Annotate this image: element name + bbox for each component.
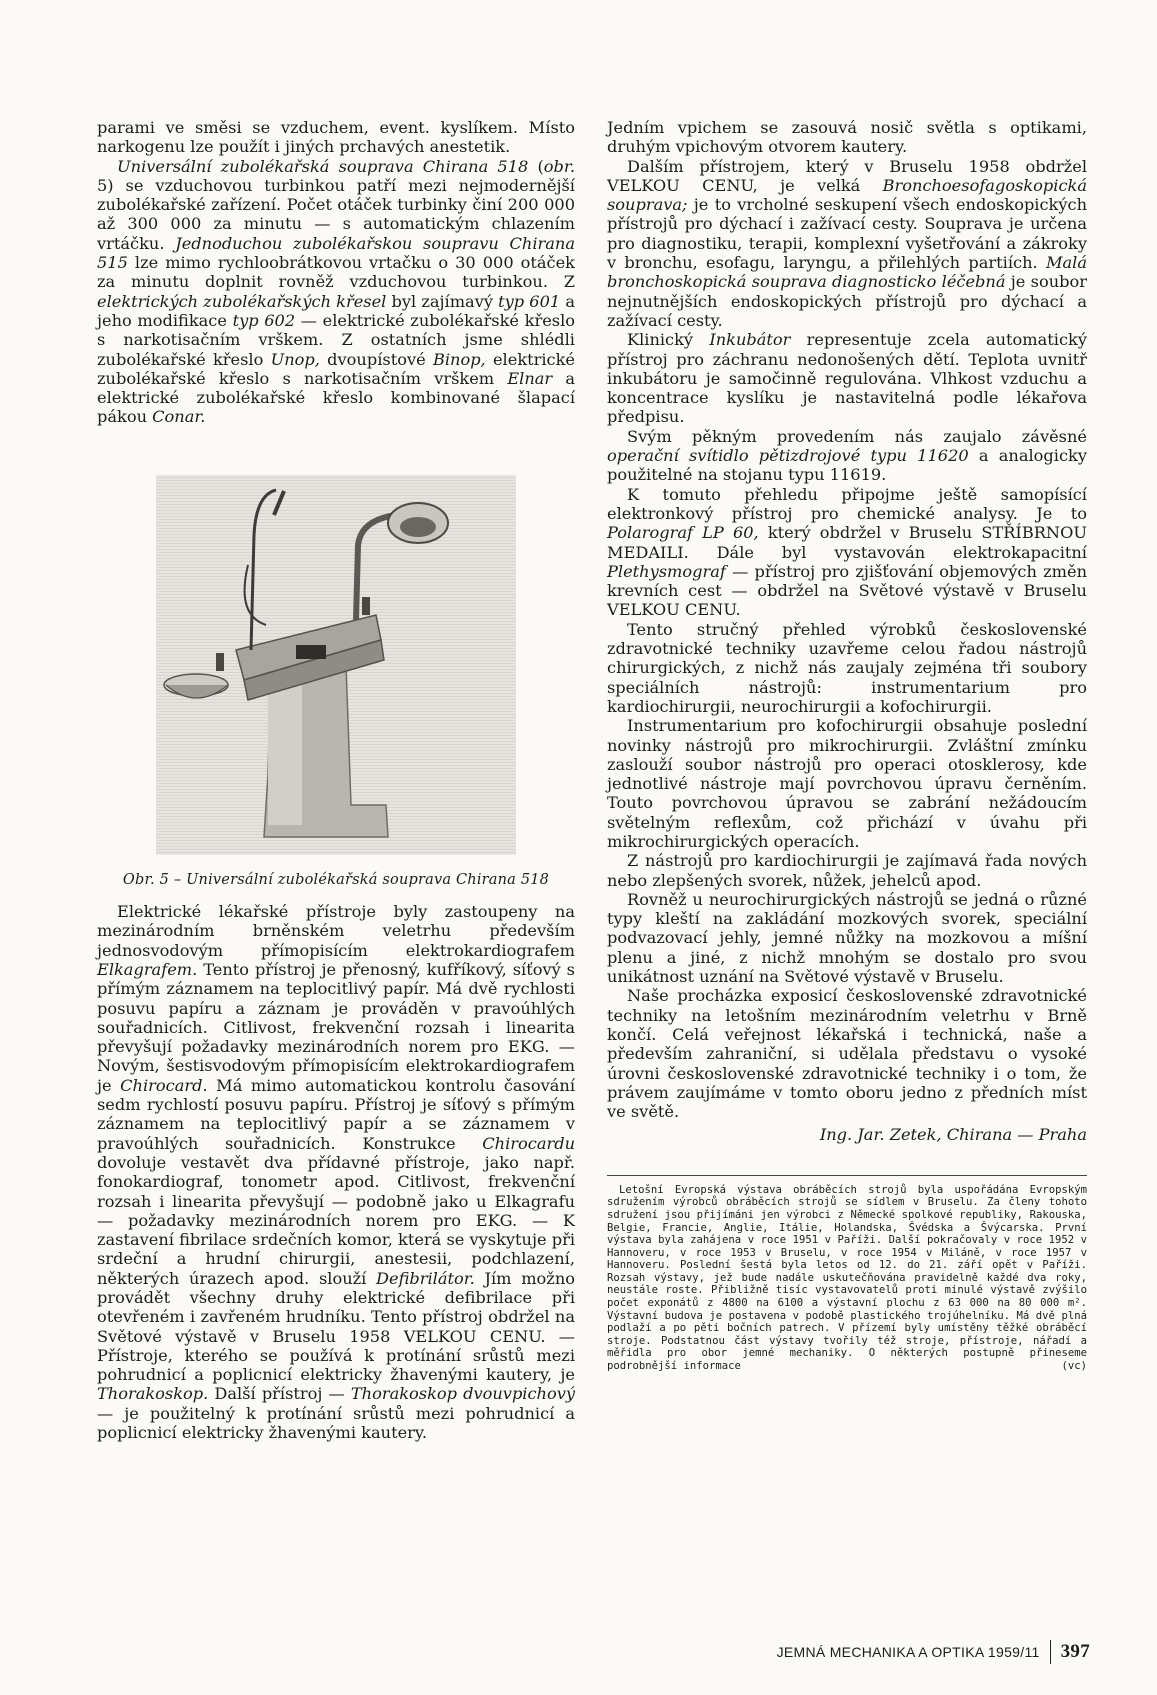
paragraph: Elektrické lékařské přístroje byly zastoupeny na mezinárodním brněnském veletrhu především jednosvodovým přímopisícím elektrokardiografem Elkagrafem. Tento přístroj je přenosný, kufříkový, síťový s přímým záznamem na teplocitlivý papír. Má dvě rychlosti posuvu papíru a záznam je prováděn v pravoúhlých souřadnicích. Citlivost, frekvenční rozsah i linearita převyšují požadavky mezinárodních norem pro EKG. — Novým, šestisvodovým přímopisícím elektrokardiografem je Chirocard. Má mimo automatickou kontrolu časování sedm rychlostí posuvu papíru. Přístroj je síťový s přímým záznamem na teplocitlivý papír a se záznamem v pravoúhlých souřadnicích. Konstrukce Chirocardu dovoluje vestavět dva přídavné přístroje, jako např. fonokardiograf, tonometr apod. Citlivost, frekvenční rozsah i linearita převyšují — podobně jako u Elkagrafu — požadavky mezinárodních norem pro EKG. — K zastavení fibrilace srdečních komor, která se vyskytuje při srdeční a hrudní chirurgii, anestesii, podchlazení, některých úrazech apod. slouží Defibrilátor. Jím možno provádět všechny druhy elektrické defibrilace při otevřeném i zavřeném hrudníku. Tento přístroj obdržel na Světové výstavě v Bruselu 1958 VELKOU CENU. — Přístroje, kterého se používá k protínání srůstů mezi pohrudnicí a poplicnicí elektricky žhavenými kautery, je Thorakoskop. Další přístroj — Thorakoskop dvouvpichový — je použitelný k protínání srůstů mezi pohrudnicí a poplicnicí elektricky žhavenými kautery. — [97, 902, 576, 1443]
journal-title: JEMNÁ MECHANIKA A OPTIKA 1959/11 — [776, 1644, 1040, 1660]
paragraph: Jedním vpichem se zasouvá nosič světla s optikami, druhým vpichovým otvorem kautery. — [607, 118, 1087, 157]
paragraph: parami ve směsi se vzduchem, event. kyslíkem. Místo narkogenu lze použít i jiných prchavých anestetik. — [97, 118, 575, 157]
page-number: 397 — [1060, 1641, 1090, 1662]
footer-divider — [1050, 1640, 1051, 1664]
paragraph: Tento stručný přehled výrobků československé zdravotnické techniky uzavřeme celou řadou nástrojů chirurgických, z nichž nás zaujaly zejména tři soubory speciálních nástrojů: instrumentarium pro kardiochirurgii, neurochirurgii a kofochirurgii. — [607, 619, 1087, 716]
footnote-text: Letošní Evropská výstava obráběcích strojů byla uspořádána Evropským sdružením výrobců obráběcích strojů se sídlem v Bruselu. Za členy tohoto sdružení jsou přijímáni jen výrobci z Německé spolkové republiky, Rakouska, Belgie, Francie, Anglie, Itálie, Holandska, Švédska a Švýcarska. První výstava byla zahájena v roce 1951 v Paříži. Další pokračovaly v roce 1952 v Hannoveru, v roce 1953 v Bruselu, v roce 1954 v Miláně, v roce 1957 v Hannoveru. Poslední šestá byla letos od 12. do 21. září opět v Paříži. Rozsah výstavy, jež bude nadále uskutečňována pravidelně každé dva roky, neustále roste. Přibližně tisíc vystavovatelů proti minulé výstavě zvýšilo počet exponátů z 4800 na 6100 a výstavní plochu z 63 000 na 80 000 m². Výstavní budova je postavena v podobě plastického trojúhelníku. Má dvě plná podlaží a po pěti bočních patrech. V přízemí byly umístěny těžké obráběcí stroje. Podstatnou část výstavy tvořily též stroje, přístroje, nářadí a měřidla pro obor jemné mechaniky. O některých postupně přineseme podrobnější informace (vc) — [607, 1183, 1087, 1373]
paragraph: Dalším přístrojem, který v Bruselu 1958 obdržel VELKOU CENU, je velká Bronchoesofagoskopická souprava; je to vrcholné seskupení všech endoskopických přístrojů pro dýchací i zažívací cesty. Souprava je určena pro diagnostiku, terapii, komplexní vyšetřování a zákroky v bronchu, esofagu, laryngu, a přilehlých partiích. Malá bronchoskopická souprava diagnosticko léčebná je soubor nejnutnějších endoskopických přístrojů pro dýchací a zažívací cesty. — [607, 156, 1087, 330]
dental-unit-illustration — [156, 475, 516, 855]
footnote-sign: (vc) — [1061, 1360, 1087, 1373]
paragraph: Instrumentarium pro kofochirurgii obsahuje poslední novinky nástrojů pro mikrochirurgii. Zvláštní zmínku zaslouží soubor nástrojů pro operaci otosklerosy, kde jednotlivé nástroje mají povrchovou úpravu černěním. Touto povrchovou úpravou se zabrání nežádoucím světelným reflexům, což přichází v úvahu při mikrochirurgických operacích. — [607, 716, 1087, 851]
figure-caption: Obr. 5 – Universální zubolékařská souprava Chirana 518 — [122, 871, 550, 888]
paragraph: Z nástrojů pro kardiochirurgii je zajímavá řada nových nebo zlepšených svorek, nůžek, jehelců apod. — [607, 851, 1087, 890]
paragraph: Rovněž u neurochirurgických nástrojů se jedná o různé typy kleští na zakládání mozkových svorek, speciální podvazovací jehly, jemné nůžky na mozkovou a míšní plenu a jiné, z nichž mnohým se dostalo pro svou unikátnost uznání na Světové výstavě v Bruselu. — [607, 889, 1087, 987]
paragraph: Svým pěkným provedením nás zaujalo závěsné operační svítidlo pětizdrojové typu 11620 a analogicky použitelné na stojanu typu 11619. — [607, 426, 1087, 485]
figure-dental-unit-photo — [156, 475, 516, 855]
right-column — [607, 118, 1087, 1373]
paragraph: Naše procházka exposicí československé zdravotnické techniky na letošním mezinárodním veletrhu v Brně končí. Celá veřejnost lékařská i technická, naše a především zahraniční, si udělala představu o vysoké úrovni československé zdravotnické techniky i o tom, že právem zaujímáme v tomto oboru jedno z předních míst ve světě. — [607, 986, 1087, 1122]
paragraph: K tomuto přehledu připojme ještě samopísící elektronkový přístroj pro chemické analysy. Je to Polarograf LP 60, který obdržel v Bruselu STŘÍBRNOU MEDAILI. Dále byl vystavován elektrokapacitní Plethysmograf — přístroj pro zjišťování objemových změn krevních cest — obdržel na Světové výstavě v Bruselu VELKOU CENU. — [607, 484, 1087, 620]
page-footer — [690, 1640, 1090, 1664]
left-column — [97, 118, 575, 1442]
paragraph: Klinický Inkubátor representuje zcela automatický přístroj pro záchranu nedonošených dětí. Teplota uvnitř inkubátoru je samočinně regulována. Vlhkost vzduchu a koncentrace kyslíku je nastavitelná podle lékařova předpisu. — [607, 330, 1088, 427]
paragraph: Universální zubolékařská souprava Chirana 518 (obr. 5) se vzduchovou turbinkou patří mezi nejmodernější zubolékařské zařízení. Počet otáček turbinky činí 200 000 až 300 000 za minutu — s automatickým chlazením vrtáčku. Jednoduchou zubolékařskou soupravu Chirana 515 lze mimo rychloobrátkovou vrtačku o 30 000 otáček za minutu doplnit rovněž vzduchovou turbinkou. Z elektrických zubolékařských křesel byl zajímavý typ 601 a jeho modifikace typ 602 — elektrické zubolékařské křeslo s narkotisačním vrškem. Z ostatních jsme shlédli zubolékařské křeslo Unop, dvoupístové Binop, elektrické zubolékařské křeslo s narkotisačním vrškem Elnar a elektrické zubolékařské křeslo kombinované šlapací pákou Conar. — [97, 156, 576, 427]
author-signature: Ing. Jar. Zetek, Chirana — Praha — [819, 1125, 1087, 1145]
footnote-box — [607, 1175, 1087, 1373]
